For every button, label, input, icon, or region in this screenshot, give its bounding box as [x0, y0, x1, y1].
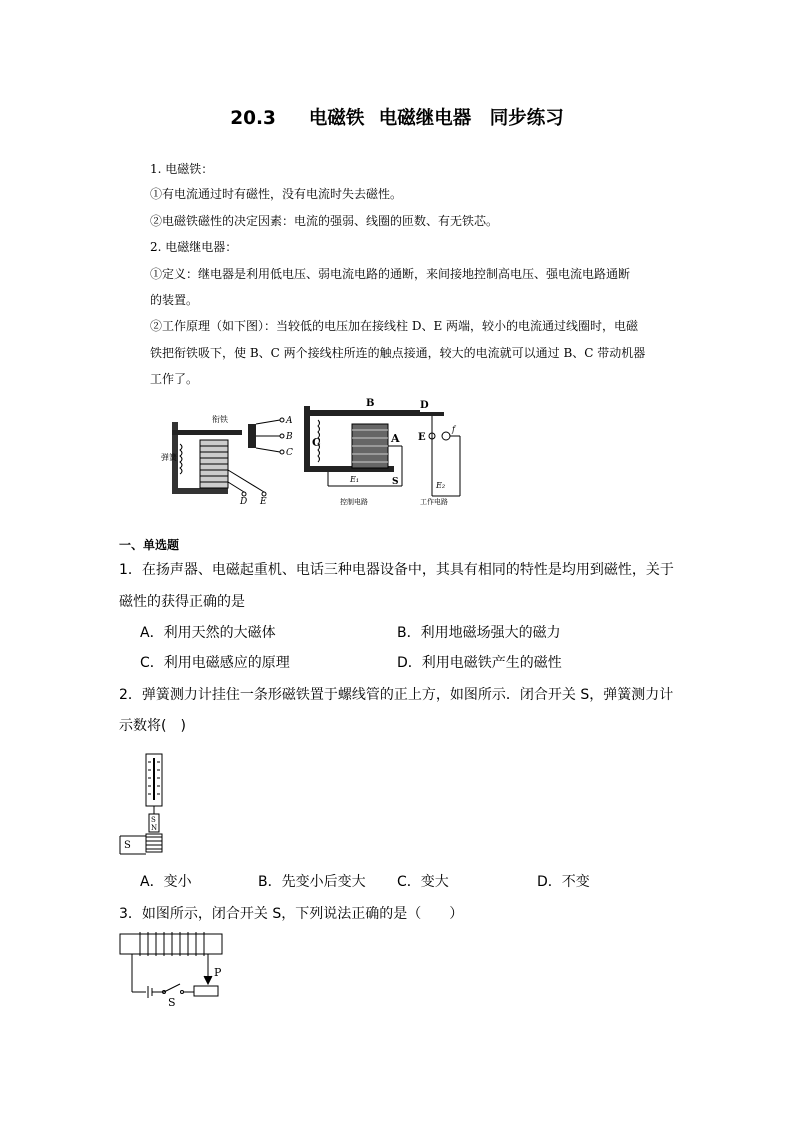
q2-option-b[interactable]: B．先变小后变大 — [258, 874, 366, 890]
magnet-bottom-label: N — [151, 824, 158, 832]
control-circuit-label: 控制电路 — [340, 498, 368, 506]
knowledge-relay-principle-line-3: 工作了。 — [150, 372, 199, 386]
solenoid-rheostat-diagram — [118, 930, 228, 1006]
relay2-label-c: C — [312, 436, 321, 449]
q3-stem: 3．如图所示，闭合开关 S，下列说法正确的是（ ） — [119, 906, 464, 922]
q1-option-a[interactable]: A．利用天然的大磁体 — [140, 625, 276, 641]
section-heading: 一、单选题 — [119, 538, 180, 552]
work-circuit-label: 工作电路 — [420, 498, 448, 506]
q1-stem-line-2: 磁性的获得正确的是 — [119, 594, 245, 610]
terminal-a-label: A — [286, 416, 293, 426]
armature-label: 衔铁 — [212, 415, 228, 424]
q1-stem-line-1: 1．在扬声器、电磁起重机、电话三种电器设备中，其具有相同的特性是均用到磁性，关于 — [119, 562, 674, 578]
relay2-label-f: f — [452, 425, 455, 434]
knowledge-electromagnet-heading: 1. 电磁铁： — [150, 162, 214, 176]
spring-scale-diagram — [118, 752, 178, 858]
terminal-c-label: C — [286, 448, 293, 458]
magnet-top-label: S — [151, 816, 156, 824]
relay2-label-b: B — [366, 398, 375, 409]
q1-option-d[interactable]: D．利用电磁铁产生的磁性 — [397, 655, 562, 671]
q2-option-d[interactable]: D．不变 — [537, 874, 590, 890]
relay2-label-d: D — [420, 400, 429, 411]
knowledge-electromagnet-point-2: ②电磁铁磁性的决定因素：电流的强弱、线圈的匝数、有无铁芯。 — [150, 214, 499, 228]
knowledge-relay-definition-line-1: ①定义：继电器是利用低电压、弱电流电路的通断，来间接地控制高电压、强电流电路通断 — [150, 267, 631, 281]
terminal-d-label: D — [240, 497, 248, 505]
knowledge-relay-definition-line-2: 的装置。 — [150, 293, 199, 307]
knowledge-relay-principle-line-1: ②工作原理（如下图）：当较低的电压加在接线柱 D、E 两端，较小的电流通过线圈时，电磁 — [150, 319, 639, 333]
q2-option-c[interactable]: C．变大 — [397, 874, 449, 890]
relay-diagram-left — [160, 410, 300, 505]
q2-option-a[interactable]: A．变小 — [140, 874, 192, 890]
page-title: 20.3 电磁铁 电磁继电器 同步练习 — [230, 108, 564, 129]
q1-option-b[interactable]: B．利用地磁场强大的磁力 — [397, 625, 561, 641]
relay2-label-e2: E₂ — [436, 481, 446, 490]
terminal-e-label: E — [260, 497, 267, 505]
relay2-label-e: E — [418, 432, 426, 443]
slider-p-label: P — [214, 966, 222, 979]
switch-s-label: S — [168, 996, 176, 1006]
q2-stem-line-1: 2．弹簧测力计挂住一条形磁铁置于螺线管的正上方，如图所示．闭合开关 S，弹簧测力计 — [119, 687, 674, 703]
spring-label: 弹簧 — [161, 453, 177, 462]
relay-diagram-right — [300, 396, 470, 508]
terminal-b-label: B — [286, 432, 293, 442]
relay2-label-e1: E₁ — [350, 475, 360, 484]
switch-label: S — [124, 840, 131, 851]
armature-bar — [172, 430, 242, 435]
knowledge-relay-heading: 2. 电磁继电器： — [150, 240, 238, 254]
q2-stem-line-2: 示数将( ) — [119, 718, 186, 734]
relay2-label-s: S — [392, 477, 399, 487]
q1-option-c[interactable]: C．利用电磁感应的原理 — [140, 655, 290, 671]
knowledge-relay-principle-line-2: 铁把衔铁吸下，使 B、C 两个接线柱所连的触点接通，较大的电流就可以通过 B、C 带动机器 — [150, 346, 646, 360]
knowledge-electromagnet-point-1: ①有电流通过时有磁性，没有电流时失去磁性。 — [150, 187, 403, 201]
relay2-label-a: A — [391, 432, 400, 445]
